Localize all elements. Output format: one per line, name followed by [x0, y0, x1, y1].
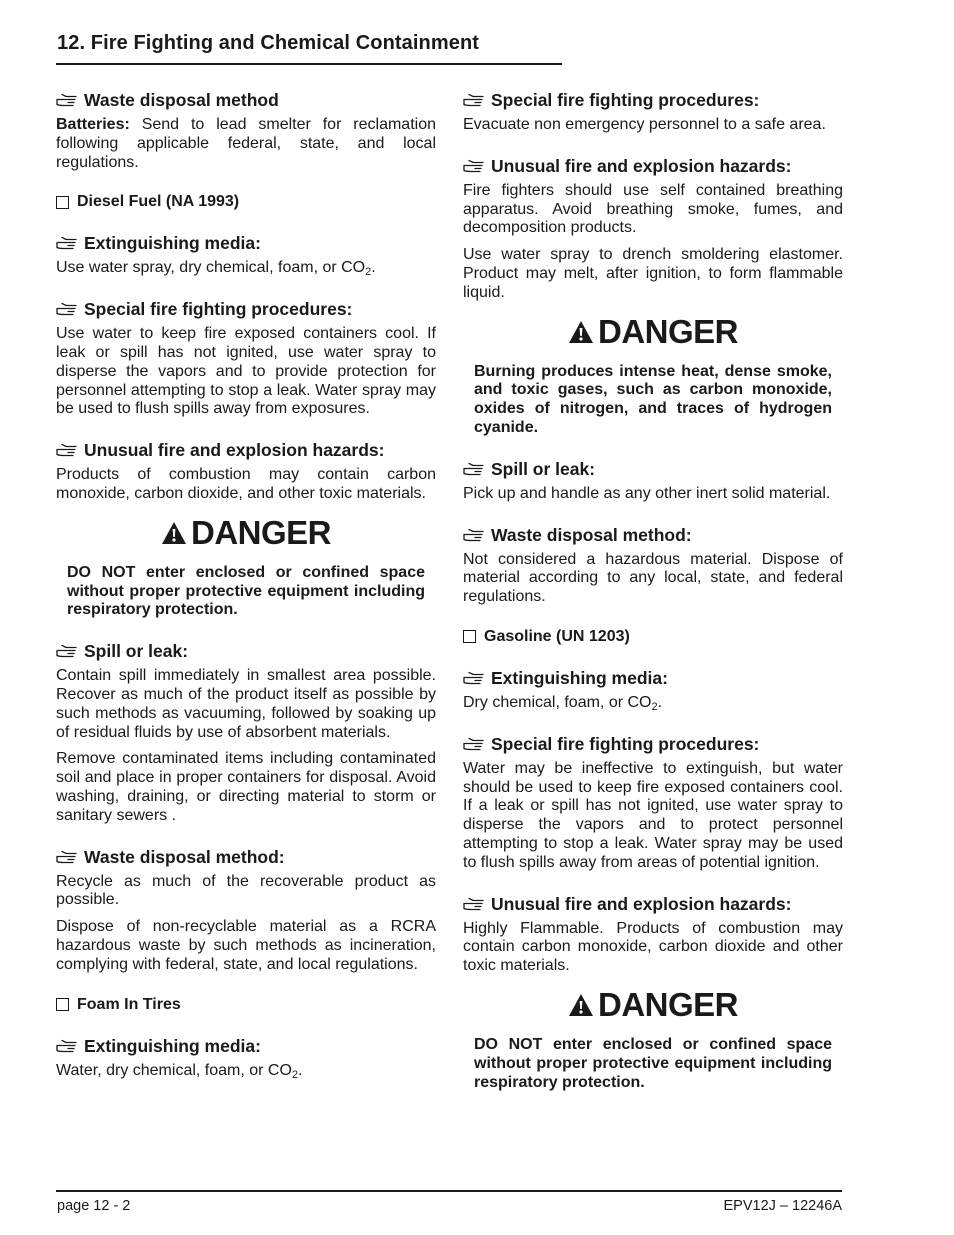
- left-column: [56, 89, 436, 1088]
- product-heading: Diesel Fuel (NA 1993): [56, 192, 436, 212]
- pointing-hand-icon: [463, 159, 485, 173]
- paragraph: Not considered a hazardous material. Dispose of material according to any local, state, and federal regulations.: [463, 550, 843, 606]
- pointing-hand-icon: [56, 93, 78, 107]
- batteries-label: Batteries:: [56, 116, 130, 133]
- paragraph: Water may be ineffective to extinguish, but water should be used to keep fire exposed containers cool. If a leak or spill has not ignited, use water spray to disperse the vapors and to protect personnel attempting to stop a leak. Water spray may be used to flush spills away from areas of potential ignition.: [463, 759, 843, 871]
- checkbox-icon: [56, 998, 69, 1011]
- product-heading: Foam In Tires: [56, 995, 436, 1015]
- pointing-hand-icon: [56, 644, 78, 658]
- warning-triangle-icon: [568, 993, 594, 1017]
- pointing-hand-icon: [463, 93, 485, 107]
- pointing-hand-icon: [56, 302, 78, 316]
- paragraph: Dispose of non-recyclable material as a RCRA hazardous waste by such methods as incineration, complying with federal, state, and local regulations.: [56, 918, 436, 973]
- pointing-hand-icon: [56, 443, 78, 457]
- pointing-hand-icon: [463, 671, 485, 685]
- section-heading: Special fire fighting procedures:: [463, 733, 843, 755]
- danger-box: [463, 311, 843, 438]
- footer-rule: [56, 1190, 842, 1192]
- paragraph: Products of combustion may contain carbon monoxide, carbon dioxide, and other toxic materials.: [56, 466, 436, 502]
- page-number: page 12 - 2: [57, 1198, 131, 1214]
- pointing-hand-icon: [463, 737, 485, 751]
- paragraph: Contain spill immediately in smallest area possible. Recover as much of the product itself as possible by such methods as vacuuming, followed by soaking up of residual fluids by use of absorbent materials.: [56, 667, 436, 741]
- warning-triangle-icon: [161, 521, 187, 545]
- paragraph: Recycle as much of the recoverable product as possible.: [56, 872, 436, 909]
- pointing-hand-icon: [463, 528, 485, 542]
- paragraph: Remove contaminated items including contaminated soil and place in proper containers for disposal. Avoid washing, draining, or directing material to storm or sanitary sewers .: [56, 750, 436, 824]
- section-heading: Spill or leak:: [463, 458, 843, 480]
- pointing-hand-icon: [463, 462, 485, 476]
- pointing-hand-icon: [463, 897, 485, 911]
- checkbox-icon: [463, 630, 476, 643]
- warning-triangle-icon: [568, 320, 594, 344]
- section-heading: Extinguishing media:: [56, 232, 436, 254]
- section-heading: Unusual fire and explosion hazards:: [56, 439, 436, 461]
- danger-text: Burning produces intense heat, dense smoke, and toxic gases, such as carbon monoxide, oxides of nitrogen, and traces of hydrogen cyanide.: [474, 362, 832, 436]
- section-heading: Special fire fighting procedures:: [56, 298, 436, 320]
- paragraph: Pick up and handle as any other inert solid material.: [463, 484, 831, 502]
- danger-title: DANGER: [463, 311, 843, 353]
- header-rule: [56, 63, 562, 65]
- danger-title: DANGER: [56, 512, 436, 554]
- paragraph: Use water spray, dry chemical, foam, or $CO_2$.: [56, 259, 376, 279]
- right-column: [463, 89, 843, 1112]
- danger-title: DANGER: [463, 984, 843, 1026]
- section-heading: Unusual fire and explosion hazards:: [463, 893, 843, 915]
- paragraph: Dry chemical, foam, or $CO_2$.: [463, 693, 663, 713]
- danger-box: [463, 984, 843, 1092]
- danger-text: DO NOT enter enclosed or confined space without proper protective equipment including respiratory protection.: [474, 1035, 832, 1091]
- pointing-hand-icon: [56, 850, 78, 864]
- paragraph: Water, dry chemical, foam, or $CO_2$.: [56, 1061, 303, 1081]
- section-heading: Unusual fire and explosion hazards:: [463, 155, 843, 177]
- paragraph: Evacuate non emergency personnel to a safe area.: [463, 116, 826, 133]
- paragraph: Batteries: Send to lead smelter for reclamation following applicable federal, state, and local regulations.: [56, 116, 436, 171]
- section-heading: Extinguishing media:: [56, 1035, 436, 1057]
- paragraph: Fire fighters should use self contained breathing apparatus. Avoid breathing smoke, fumes, and decomposition products.: [463, 181, 843, 237]
- checkbox-icon: [56, 196, 69, 209]
- section-heading: Waste disposal method:: [56, 846, 436, 868]
- danger-box: [56, 512, 436, 620]
- paragraph: Highly Flammable. Products of combustion may contain carbon monoxide, carbon dioxide and other toxic materials.: [463, 919, 843, 975]
- section-heading: Extinguishing media:: [463, 667, 843, 689]
- paragraph: Use water spray to drench smoldering elastomer. Product may melt, after ignition, to form flammable liquid.: [463, 246, 843, 301]
- document-id: EPV12J – 12246A: [723, 1198, 842, 1214]
- page-title: 12. Fire Fighting and Chemical Containment: [57, 32, 480, 54]
- pointing-hand-icon: [56, 1039, 78, 1053]
- section-heading: Special fire fighting procedures:: [463, 89, 843, 111]
- pointing-hand-icon: [56, 236, 78, 250]
- section-heading: Spill or leak:: [56, 640, 436, 662]
- danger-text: DO NOT enter enclosed or confined space without proper protective equipment including respiratory protection.: [67, 563, 425, 619]
- section-heading: Waste disposal method: [56, 89, 436, 111]
- product-heading: Gasoline (UN 1203): [463, 627, 843, 647]
- paragraph: Use water to keep fire exposed containers cool. If leak or spill has not ignited, use water spray to disperse the vapors and to provide protection for personnel attempting to stop a leak. Water spray may be used to flush spills away from exposures.: [56, 325, 436, 418]
- section-heading: Waste disposal method:: [463, 524, 843, 546]
